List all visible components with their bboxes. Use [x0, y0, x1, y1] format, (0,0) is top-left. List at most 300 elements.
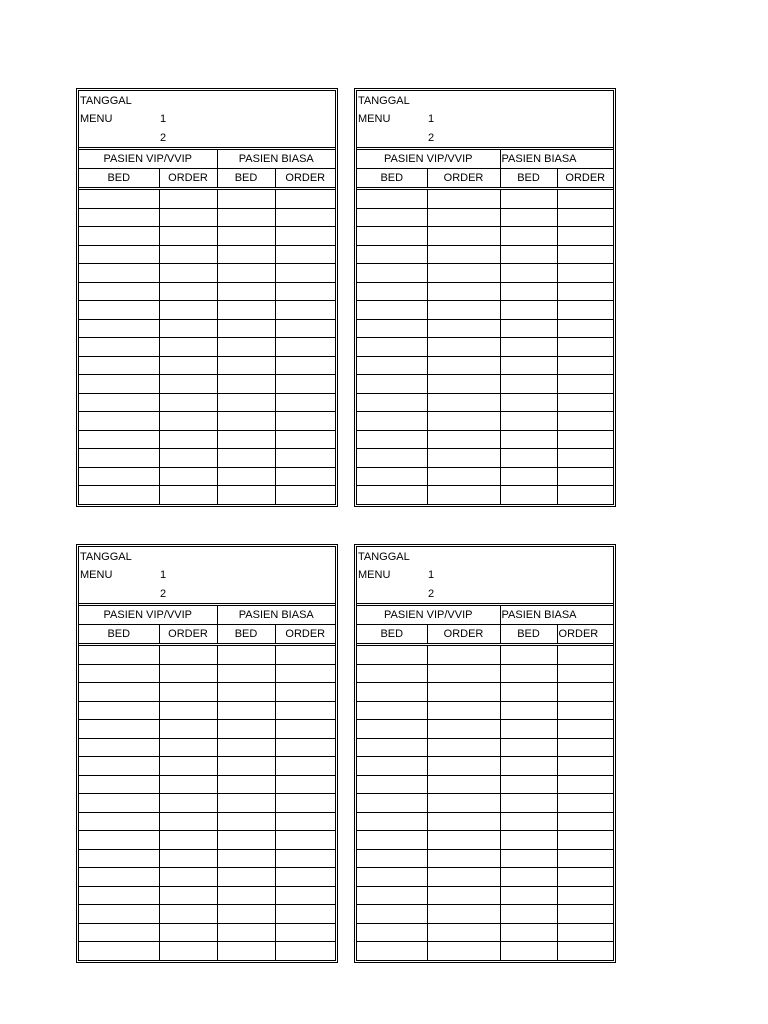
table-cell[interactable] — [79, 319, 159, 338]
table-cell[interactable] — [217, 738, 275, 757]
table-cell[interactable] — [357, 942, 427, 960]
table-cell[interactable] — [557, 467, 613, 486]
table-cell[interactable] — [427, 923, 500, 942]
table-cell[interactable] — [217, 467, 275, 486]
table-cell[interactable] — [500, 467, 557, 486]
table-cell[interactable] — [275, 664, 335, 683]
table-cell[interactable] — [159, 282, 217, 301]
table-cell[interactable] — [159, 868, 217, 887]
table-cell[interactable] — [159, 812, 217, 831]
table-cell[interactable] — [159, 905, 217, 924]
table-row — [357, 905, 613, 924]
table-cell[interactable] — [557, 356, 613, 375]
table-cell[interactable] — [357, 794, 427, 813]
table-cell[interactable] — [357, 849, 427, 868]
table-cell[interactable] — [500, 645, 557, 665]
table-cell[interactable] — [500, 868, 557, 887]
table-cell[interactable] — [275, 868, 335, 887]
table-cell[interactable] — [427, 227, 500, 246]
table-cell[interactable] — [217, 923, 275, 942]
table-cell[interactable] — [159, 208, 217, 227]
table-cell[interactable] — [557, 338, 613, 357]
table-cell[interactable] — [217, 338, 275, 357]
table-cell[interactable] — [427, 467, 500, 486]
table-cell[interactable] — [159, 849, 217, 868]
table-cell[interactable] — [159, 486, 217, 504]
table-cell[interactable] — [500, 282, 557, 301]
table-cell[interactable] — [275, 831, 335, 850]
table-cell[interactable] — [427, 301, 500, 320]
table-cell[interactable] — [500, 886, 557, 905]
table-cell[interactable] — [500, 775, 557, 794]
table-cell[interactable] — [557, 757, 613, 776]
table-cell[interactable] — [217, 245, 275, 264]
table-cell[interactable] — [275, 775, 335, 794]
table-cell[interactable] — [159, 245, 217, 264]
table-cell[interactable] — [79, 375, 159, 394]
table-cell[interactable] — [275, 486, 335, 504]
table-cell[interactable] — [275, 720, 335, 739]
table-cell[interactable] — [557, 282, 613, 301]
table-cell[interactable] — [275, 430, 335, 449]
table-cell[interactable] — [500, 356, 557, 375]
table-cell[interactable] — [427, 356, 500, 375]
table-row — [79, 812, 335, 831]
table-cell[interactable] — [217, 227, 275, 246]
table-cell[interactable] — [217, 486, 275, 504]
table-cell[interactable] — [275, 645, 335, 665]
table-cell[interactable] — [275, 356, 335, 375]
table-cell[interactable] — [357, 227, 427, 246]
table-row — [79, 467, 335, 486]
menu-item-2: 2 — [160, 588, 167, 600]
col-bed-biasa: BED — [500, 169, 557, 189]
table-cell[interactable] — [427, 486, 500, 504]
table-cell[interactable] — [79, 905, 159, 924]
table-cell[interactable] — [427, 208, 500, 227]
table-cell[interactable] — [275, 683, 335, 702]
table-cell[interactable] — [500, 683, 557, 702]
table-cell[interactable] — [275, 264, 335, 283]
table-cell[interactable] — [217, 282, 275, 301]
table-cell[interactable] — [159, 645, 217, 665]
table-cell[interactable] — [217, 189, 275, 209]
table-cell[interactable] — [217, 701, 275, 720]
table-cell[interactable] — [427, 264, 500, 283]
table-cell[interactable] — [357, 208, 427, 227]
table-cell[interactable] — [217, 319, 275, 338]
table-cell[interactable] — [79, 301, 159, 320]
table-cell[interactable] — [500, 245, 557, 264]
table-cell[interactable] — [427, 701, 500, 720]
table-row — [79, 245, 335, 264]
table-cell[interactable] — [275, 301, 335, 320]
table-cell[interactable] — [357, 757, 427, 776]
table-cell[interactable] — [427, 319, 500, 338]
table-cell[interactable] — [79, 338, 159, 357]
table-cell[interactable] — [427, 720, 500, 739]
col-bed-vip: BED — [357, 169, 427, 189]
table-cell[interactable] — [500, 794, 557, 813]
table-cell[interactable] — [500, 849, 557, 868]
menu-label: MENU — [80, 569, 113, 581]
table-cell[interactable] — [159, 356, 217, 375]
table-cell[interactable] — [500, 319, 557, 338]
table-cell[interactable] — [427, 831, 500, 850]
table-cell[interactable] — [79, 664, 159, 683]
table-cell[interactable] — [357, 868, 427, 887]
table-cell[interactable] — [500, 831, 557, 850]
table-cell[interactable] — [427, 189, 500, 209]
table-cell[interactable] — [500, 264, 557, 283]
table-cell[interactable] — [500, 701, 557, 720]
table-cell[interactable] — [79, 868, 159, 887]
table-cell[interactable] — [557, 701, 613, 720]
table-cell[interactable] — [79, 227, 159, 246]
table-cell[interactable] — [217, 664, 275, 683]
table-cell[interactable] — [427, 338, 500, 357]
table-cell[interactable] — [557, 189, 613, 209]
table-cell[interactable] — [159, 794, 217, 813]
table-cell[interactable] — [159, 412, 217, 431]
table-cell[interactable] — [79, 794, 159, 813]
table-cell[interactable] — [159, 393, 217, 412]
table-cell[interactable] — [217, 794, 275, 813]
table-row — [357, 264, 613, 283]
table-cell[interactable] — [275, 942, 335, 960]
table-cell[interactable] — [217, 356, 275, 375]
table-cell[interactable] — [500, 208, 557, 227]
table-cell[interactable] — [557, 412, 613, 431]
table-cell[interactable] — [427, 375, 500, 394]
table-cell[interactable] — [557, 831, 613, 850]
table-cell[interactable] — [217, 942, 275, 960]
table-cell[interactable] — [557, 683, 613, 702]
table-cell[interactable] — [500, 812, 557, 831]
table-cell[interactable] — [275, 467, 335, 486]
table-cell[interactable] — [159, 301, 217, 320]
table-cell[interactable] — [217, 831, 275, 850]
table-cell[interactable] — [217, 264, 275, 283]
table-cell[interactable] — [557, 245, 613, 264]
table-cell[interactable] — [557, 868, 613, 887]
table-cell[interactable] — [427, 412, 500, 431]
table-cell[interactable] — [159, 831, 217, 850]
table-row — [79, 227, 335, 246]
section-header-row — [79, 150, 335, 169]
table-row — [79, 375, 335, 394]
table-cell[interactable] — [159, 664, 217, 683]
table-cell[interactable] — [79, 775, 159, 794]
table-cell[interactable] — [217, 757, 275, 776]
table-cell[interactable] — [275, 338, 335, 357]
table-cell[interactable] — [79, 189, 159, 209]
table-cell[interactable] — [79, 942, 159, 960]
form-header — [357, 547, 613, 606]
table-cell[interactable] — [557, 775, 613, 794]
table-cell[interactable] — [427, 868, 500, 887]
col-order-vip: ORDER — [159, 625, 217, 645]
section-biasa: PASIEN BIASA — [500, 150, 613, 169]
table-cell[interactable] — [357, 356, 427, 375]
menu-item-1: 1 — [428, 113, 435, 125]
table-row — [357, 282, 613, 301]
table-row — [79, 923, 335, 942]
table-cell[interactable] — [79, 264, 159, 283]
table-cell[interactable] — [159, 430, 217, 449]
table-cell[interactable] — [159, 375, 217, 394]
table-cell[interactable] — [79, 430, 159, 449]
table-cell[interactable] — [357, 738, 427, 757]
table-cell[interactable] — [275, 412, 335, 431]
table-cell[interactable] — [557, 905, 613, 924]
table-cell[interactable] — [275, 227, 335, 246]
table-cell[interactable] — [427, 757, 500, 776]
table-cell[interactable] — [500, 738, 557, 757]
table-cell[interactable] — [275, 905, 335, 924]
table-cell[interactable] — [557, 645, 613, 665]
table-cell[interactable] — [159, 942, 217, 960]
order-table — [357, 606, 613, 960]
table-cell[interactable] — [217, 449, 275, 468]
table-cell[interactable] — [427, 683, 500, 702]
table-cell[interactable] — [500, 664, 557, 683]
table-cell[interactable] — [500, 430, 557, 449]
table-cell[interactable] — [357, 189, 427, 209]
table-cell[interactable] — [275, 245, 335, 264]
table-cell[interactable] — [357, 886, 427, 905]
table-cell[interactable] — [357, 905, 427, 924]
table-cell[interactable] — [357, 338, 427, 357]
table-cell[interactable] — [557, 227, 613, 246]
table-cell[interactable] — [500, 227, 557, 246]
table-cell[interactable] — [427, 886, 500, 905]
table-cell[interactable] — [159, 264, 217, 283]
table-cell[interactable] — [275, 794, 335, 813]
table-cell[interactable] — [217, 886, 275, 905]
table-cell[interactable] — [557, 720, 613, 739]
table-cell[interactable] — [79, 812, 159, 831]
table-cell[interactable] — [427, 942, 500, 960]
table-cell[interactable] — [357, 486, 427, 504]
table-cell[interactable] — [500, 923, 557, 942]
table-cell[interactable] — [159, 720, 217, 739]
table-cell[interactable] — [557, 664, 613, 683]
table-cell[interactable] — [275, 319, 335, 338]
table-cell[interactable] — [79, 412, 159, 431]
table-cell[interactable] — [159, 338, 217, 357]
table-cell[interactable] — [357, 264, 427, 283]
table-cell[interactable] — [79, 486, 159, 504]
table-cell[interactable] — [557, 923, 613, 942]
table-cell[interactable] — [557, 812, 613, 831]
table-cell[interactable] — [159, 467, 217, 486]
table-cell[interactable] — [427, 812, 500, 831]
table-cell[interactable] — [557, 430, 613, 449]
table-cell[interactable] — [427, 738, 500, 757]
column-header-row — [357, 625, 613, 645]
table-cell[interactable] — [159, 449, 217, 468]
table-cell[interactable] — [79, 849, 159, 868]
table-cell[interactable] — [357, 664, 427, 683]
table-cell[interactable] — [275, 189, 335, 209]
table-cell[interactable] — [357, 775, 427, 794]
table-cell[interactable] — [79, 645, 159, 665]
table-cell[interactable] — [557, 393, 613, 412]
table-cell[interactable] — [275, 757, 335, 776]
table-cell[interactable] — [357, 683, 427, 702]
table-cell[interactable] — [275, 886, 335, 905]
table-cell[interactable] — [79, 449, 159, 468]
table-cell[interactable] — [79, 208, 159, 227]
table-cell[interactable] — [79, 282, 159, 301]
table-cell[interactable] — [159, 319, 217, 338]
column-header-row — [79, 625, 335, 645]
table-cell[interactable] — [275, 282, 335, 301]
table-cell[interactable] — [357, 319, 427, 338]
table-cell[interactable] — [557, 375, 613, 394]
table-cell[interactable] — [427, 849, 500, 868]
table-cell[interactable] — [500, 189, 557, 209]
table-cell[interactable] — [275, 208, 335, 227]
table-cell[interactable] — [217, 775, 275, 794]
tanggal-label: TANGGAL — [80, 95, 132, 107]
table-cell[interactable] — [159, 701, 217, 720]
table-row — [357, 227, 613, 246]
table-cell[interactable] — [557, 319, 613, 338]
table-cell[interactable] — [79, 757, 159, 776]
table-cell[interactable] — [557, 486, 613, 504]
table-cell[interactable] — [357, 412, 427, 431]
table-cell[interactable] — [217, 868, 275, 887]
table-cell[interactable] — [357, 393, 427, 412]
table-row — [79, 338, 335, 357]
table-cell[interactable] — [275, 849, 335, 868]
table-cell[interactable] — [357, 831, 427, 850]
table-cell[interactable] — [357, 701, 427, 720]
table-cell[interactable] — [500, 393, 557, 412]
table-cell[interactable] — [159, 683, 217, 702]
table-cell[interactable] — [275, 393, 335, 412]
table-cell[interactable] — [79, 720, 159, 739]
table-cell[interactable] — [79, 245, 159, 264]
table-cell[interactable] — [159, 189, 217, 209]
table-cell[interactable] — [217, 812, 275, 831]
table-cell[interactable] — [427, 245, 500, 264]
table-cell[interactable] — [557, 794, 613, 813]
table-cell[interactable] — [357, 923, 427, 942]
table-cell[interactable] — [427, 645, 500, 665]
table-cell[interactable] — [357, 645, 427, 665]
table-cell[interactable] — [357, 245, 427, 264]
table-cell[interactable] — [557, 942, 613, 960]
table-cell[interactable] — [79, 467, 159, 486]
table-cell[interactable] — [217, 375, 275, 394]
table-cell[interactable] — [217, 208, 275, 227]
table-cell[interactable] — [427, 664, 500, 683]
table-row — [357, 923, 613, 942]
table-cell[interactable] — [79, 393, 159, 412]
table-cell[interactable] — [357, 812, 427, 831]
table-cell[interactable] — [159, 738, 217, 757]
table-cell[interactable] — [557, 449, 613, 468]
table-cell[interactable] — [159, 886, 217, 905]
section-vip: PASIEN VIP/VVIP — [357, 606, 500, 625]
table-cell[interactable] — [217, 849, 275, 868]
table-cell[interactable] — [357, 720, 427, 739]
table-cell[interactable] — [427, 430, 500, 449]
table-cell[interactable] — [217, 720, 275, 739]
table-cell[interactable] — [500, 757, 557, 776]
table-cell[interactable] — [275, 812, 335, 831]
table-cell[interactable] — [79, 886, 159, 905]
table-cell[interactable] — [557, 849, 613, 868]
table-cell[interactable] — [217, 683, 275, 702]
table-cell[interactable] — [79, 831, 159, 850]
table-cell[interactable] — [500, 449, 557, 468]
table-cell[interactable] — [427, 449, 500, 468]
table-cell[interactable] — [159, 775, 217, 794]
table-cell[interactable] — [500, 375, 557, 394]
table-cell[interactable] — [217, 645, 275, 665]
table-cell[interactable] — [217, 412, 275, 431]
table-cell[interactable] — [500, 720, 557, 739]
table-cell[interactable] — [275, 738, 335, 757]
table-cell[interactable] — [557, 886, 613, 905]
table-cell[interactable] — [557, 208, 613, 227]
table-cell[interactable] — [427, 282, 500, 301]
table-cell[interactable] — [500, 412, 557, 431]
table-cell[interactable] — [79, 683, 159, 702]
table-cell[interactable] — [557, 264, 613, 283]
table-cell[interactable] — [500, 301, 557, 320]
table-cell[interactable] — [159, 227, 217, 246]
table-cell[interactable] — [79, 923, 159, 942]
table-cell[interactable] — [500, 942, 557, 960]
table-cell[interactable] — [427, 393, 500, 412]
table-cell[interactable] — [500, 486, 557, 504]
table-cell[interactable] — [557, 738, 613, 757]
table-cell[interactable] — [557, 301, 613, 320]
table-cell[interactable] — [500, 338, 557, 357]
table-cell[interactable] — [79, 701, 159, 720]
table-cell[interactable] — [217, 301, 275, 320]
table-cell[interactable] — [217, 430, 275, 449]
table-cell[interactable] — [357, 301, 427, 320]
table-cell[interactable] — [357, 449, 427, 468]
table-cell[interactable] — [275, 375, 335, 394]
table-cell[interactable] — [427, 775, 500, 794]
table-cell[interactable] — [159, 923, 217, 942]
tanggal-label: TANGGAL — [80, 551, 132, 563]
table-cell[interactable] — [79, 356, 159, 375]
table-cell[interactable] — [217, 905, 275, 924]
table-row — [357, 393, 613, 412]
table-cell[interactable] — [275, 701, 335, 720]
table-cell[interactable] — [500, 905, 557, 924]
table-cell[interactable] — [427, 794, 500, 813]
table-cell[interactable] — [79, 738, 159, 757]
table-cell[interactable] — [275, 923, 335, 942]
table-cell[interactable] — [217, 393, 275, 412]
table-cell[interactable] — [357, 375, 427, 394]
table-cell[interactable] — [357, 467, 427, 486]
table-cell[interactable] — [159, 757, 217, 776]
table-cell[interactable] — [427, 905, 500, 924]
table-cell[interactable] — [275, 449, 335, 468]
table-cell[interactable] — [357, 430, 427, 449]
table-cell[interactable] — [357, 282, 427, 301]
